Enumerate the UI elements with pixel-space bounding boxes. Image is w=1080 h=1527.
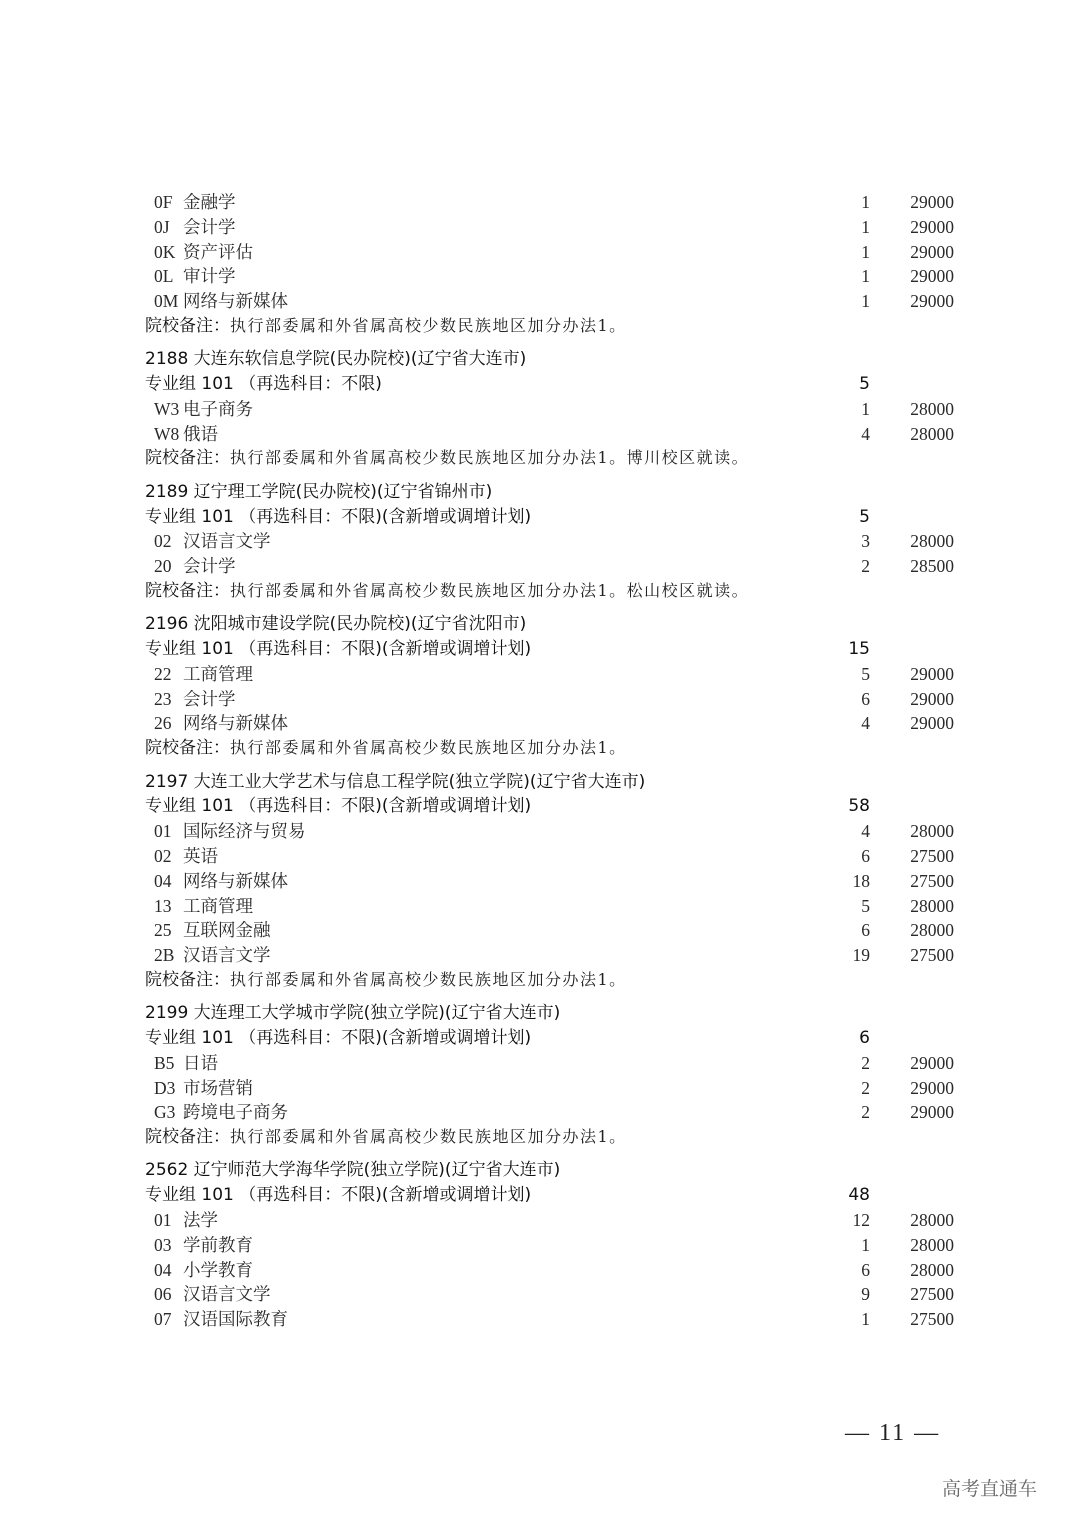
major-count: 4 (861, 821, 870, 842)
major-name: 互联网金融 (183, 920, 271, 941)
major-row (145, 1282, 965, 1307)
major-group-label: 专业组 101 （再选科目：不限) (145, 374, 382, 395)
major-row (145, 397, 965, 422)
major-fee: 27500 (910, 1284, 954, 1305)
major-code: 26 (154, 713, 172, 734)
major-fee: 29000 (910, 1102, 954, 1123)
major-count: 1 (861, 192, 870, 212)
major-code: 23 (154, 688, 172, 709)
major-name: 国际经济与贸易 (183, 821, 306, 842)
major-group-row (145, 372, 965, 397)
school-section (145, 347, 965, 471)
major-count: 6 (861, 920, 870, 941)
major-count: 4 (861, 423, 870, 444)
major-fee: 29000 (910, 192, 954, 212)
continued-school-section (145, 190, 965, 339)
major-fee: 28000 (910, 423, 954, 444)
major-row (145, 529, 965, 554)
major-fee: 28000 (910, 398, 954, 419)
major-count: 1 (861, 1234, 870, 1255)
major-name: 汉语国际教育 (183, 1309, 288, 1330)
major-name: 汉语言文学 (183, 531, 271, 552)
major-fee: 28000 (910, 920, 954, 941)
major-name: 汉语言文学 (183, 1284, 271, 1305)
major-code: W8 (154, 423, 180, 444)
major-code: 0M (154, 291, 179, 312)
major-code: 01 (154, 821, 172, 842)
major-code: 2B (154, 945, 175, 966)
school-note (145, 736, 965, 761)
major-row (145, 943, 965, 968)
major-fee: 29000 (910, 1052, 954, 1073)
major-count: 1 (861, 266, 870, 287)
major-code: 0J (154, 216, 170, 237)
school-section (145, 1158, 965, 1332)
major-group-label: 专业组 101 （再选科目：不限)(含新增或调增计划) (145, 1185, 532, 1206)
major-fee: 28000 (910, 1210, 954, 1231)
major-name: 金融学 (183, 192, 236, 212)
major-name: 英语 (183, 845, 218, 866)
school-header: 2199 大连理工大学城市学院(独立学院)(辽宁省大连市) (145, 1003, 561, 1024)
school-note (145, 579, 965, 604)
major-count: 6 (861, 688, 870, 709)
major-row (145, 1100, 965, 1125)
major-row (145, 554, 965, 579)
major-row (145, 240, 965, 265)
major-fee: 28000 (910, 1234, 954, 1255)
note-text: 执行部委属和外省属高校少数民族地区加分办法1。松山校区就读。 (230, 580, 750, 600)
school-header: 2197 大连工业大学艺术与信息工程学院(独立学院)(辽宁省大连市) (145, 771, 646, 792)
major-name: 会计学 (183, 556, 236, 577)
major-group-row (145, 637, 965, 662)
major-count: 1 (861, 241, 870, 262)
note-label: 院校备注： (145, 580, 230, 601)
school-header: 2189 辽宁理工学院(民办院校)(辽宁省锦州市) (145, 481, 493, 502)
major-name: 电子商务 (183, 398, 253, 419)
major-code: 02 (154, 845, 172, 866)
note-text: 执行部委属和外省属高校少数民族地区加分办法1。 (230, 1127, 627, 1147)
major-row (145, 918, 965, 943)
major-group-row (145, 505, 965, 530)
major-fee: 27500 (910, 1309, 954, 1330)
major-group-label: 专业组 101 （再选科目：不限)(含新增或调增计划) (145, 639, 532, 660)
group-count: 15 (848, 639, 870, 660)
major-code: 07 (154, 1309, 172, 1330)
major-count: 2 (861, 556, 870, 577)
note-text: 执行部委属和外省属高校少数民族地区加分办法1。博川校区就读。 (230, 448, 750, 468)
school-note (145, 968, 965, 993)
major-fee: 27500 (910, 870, 954, 891)
major-code: 01 (154, 1210, 172, 1231)
major-name: 法学 (183, 1210, 218, 1231)
major-count: 12 (852, 1210, 870, 1231)
major-fee: 29000 (910, 266, 954, 287)
major-fee: 29000 (910, 1077, 954, 1098)
major-count: 6 (861, 1259, 870, 1280)
major-group-row (145, 794, 965, 819)
group-count: 5 (859, 506, 870, 527)
major-row (145, 190, 965, 215)
watermark-text: 高考直通车 (942, 1478, 1038, 1500)
major-count: 2 (861, 1052, 870, 1073)
major-count: 2 (861, 1077, 870, 1098)
note-text: 执行部委属和外省属高校少数民族地区加分办法1。 (230, 969, 627, 989)
major-fee: 28000 (910, 1259, 954, 1280)
major-group-label: 专业组 101 （再选科目：不限)(含新增或调增计划) (145, 1028, 532, 1048)
note-text: 执行部委属和外省属高校少数民族地区加分办法1。 (230, 738, 627, 758)
major-name: 网络与新媒体 (183, 870, 288, 891)
major-code: 13 (154, 895, 172, 916)
major-code: 02 (154, 531, 172, 552)
major-code: 0K (154, 241, 176, 262)
major-count: 9 (861, 1284, 870, 1305)
major-fee: 28000 (910, 895, 954, 916)
major-count: 1 (861, 291, 870, 312)
major-name: 俄语 (183, 423, 218, 444)
major-name: 小学教育 (183, 1259, 253, 1280)
major-count: 1 (861, 1309, 870, 1330)
major-row (145, 1051, 965, 1076)
major-row (145, 819, 965, 844)
major-fee: 29000 (910, 663, 954, 684)
major-code: 0L (154, 266, 174, 287)
major-code: D3 (154, 1077, 176, 1098)
major-count: 6 (861, 845, 870, 866)
major-fee: 29000 (910, 688, 954, 709)
school-section (145, 1001, 965, 1150)
major-fee: 29000 (910, 241, 954, 262)
major-count: 2 (861, 1102, 870, 1123)
major-fee: 29000 (910, 216, 954, 237)
major-name: 学前教育 (183, 1234, 253, 1255)
major-fee: 28000 (910, 531, 954, 552)
major-count: 4 (861, 713, 870, 734)
major-row (145, 1258, 965, 1283)
major-name: 会计学 (183, 216, 236, 237)
admission-plan-list (145, 190, 965, 1332)
major-name: 市场营销 (183, 1077, 253, 1098)
major-count: 1 (861, 216, 870, 237)
major-row (145, 422, 965, 447)
school-header: 2196 沈阳城市建设学院(民办院校)(辽宁省沈阳市) (145, 614, 527, 635)
major-row (145, 1233, 965, 1258)
group-count: 58 (848, 796, 870, 817)
major-group-row (145, 1183, 965, 1208)
major-row (145, 215, 965, 240)
major-name: 日语 (183, 1052, 218, 1073)
major-name: 工商管理 (183, 895, 253, 916)
major-name: 汉语言文学 (183, 945, 271, 966)
major-row (145, 662, 965, 687)
major-row (145, 711, 965, 736)
major-code: 0F (154, 192, 173, 212)
school-note (145, 446, 965, 471)
school-note (145, 314, 965, 339)
major-row (145, 869, 965, 894)
major-name: 资产评估 (183, 241, 253, 262)
major-count: 1 (861, 398, 870, 419)
note-label: 院校备注： (145, 448, 230, 469)
group-count: 5 (859, 374, 870, 395)
major-row (145, 894, 965, 919)
major-code: 20 (154, 556, 172, 577)
major-code: 03 (154, 1234, 172, 1255)
school-note (145, 1125, 965, 1150)
major-code: B5 (154, 1052, 175, 1073)
school-header: 2188 大连东软信息学院(民办院校)(辽宁省大连市) (145, 349, 527, 370)
school-header: 2562 辽宁师范大学海华学院(独立学院)(辽宁省大连市) (145, 1160, 561, 1181)
major-row (145, 687, 965, 712)
note-label: 院校备注： (145, 738, 230, 759)
group-count: 48 (848, 1185, 870, 1206)
school-section (145, 612, 965, 761)
major-count: 5 (861, 663, 870, 684)
group-count: 6 (859, 1028, 870, 1048)
major-fee: 29000 (910, 291, 954, 312)
major-code: 04 (154, 1259, 172, 1280)
page-number: — 11 — (845, 1420, 941, 1446)
major-group-label: 专业组 101 （再选科目：不限)(含新增或调增计划) (145, 796, 532, 817)
major-row (145, 264, 965, 289)
school-section (145, 480, 965, 604)
major-fee: 28500 (910, 556, 954, 577)
major-code: 22 (154, 663, 172, 684)
major-name: 审计学 (183, 266, 236, 287)
note-label: 院校备注： (145, 315, 230, 336)
major-fee: 29000 (910, 713, 954, 734)
major-row (145, 1307, 965, 1332)
major-row (145, 1208, 965, 1233)
major-count: 5 (861, 895, 870, 916)
major-fee: 27500 (910, 845, 954, 866)
major-row (145, 289, 965, 314)
major-code: 04 (154, 870, 172, 891)
major-code: G3 (154, 1102, 176, 1123)
major-name: 网络与新媒体 (183, 291, 288, 312)
note-text: 执行部委属和外省属高校少数民族地区加分办法1。 (230, 315, 627, 335)
major-name: 会计学 (183, 688, 236, 709)
major-name: 跨境电子商务 (183, 1102, 288, 1123)
major-row (145, 844, 965, 869)
note-label: 院校备注： (145, 1127, 230, 1148)
major-code: W3 (154, 398, 180, 419)
major-group-row (145, 1026, 965, 1051)
school-section (145, 770, 965, 993)
major-fee: 27500 (910, 945, 954, 966)
major-name: 网络与新媒体 (183, 713, 288, 734)
major-name: 工商管理 (183, 663, 253, 684)
major-count: 18 (852, 870, 870, 891)
major-fee: 28000 (910, 821, 954, 842)
major-count: 3 (861, 531, 870, 552)
major-count: 19 (852, 945, 870, 966)
note-label: 院校备注： (145, 969, 230, 990)
major-code: 06 (154, 1284, 172, 1305)
major-code: 25 (154, 920, 172, 941)
major-group-label: 专业组 101 （再选科目：不限)(含新增或调增计划) (145, 506, 532, 527)
major-row (145, 1076, 965, 1101)
